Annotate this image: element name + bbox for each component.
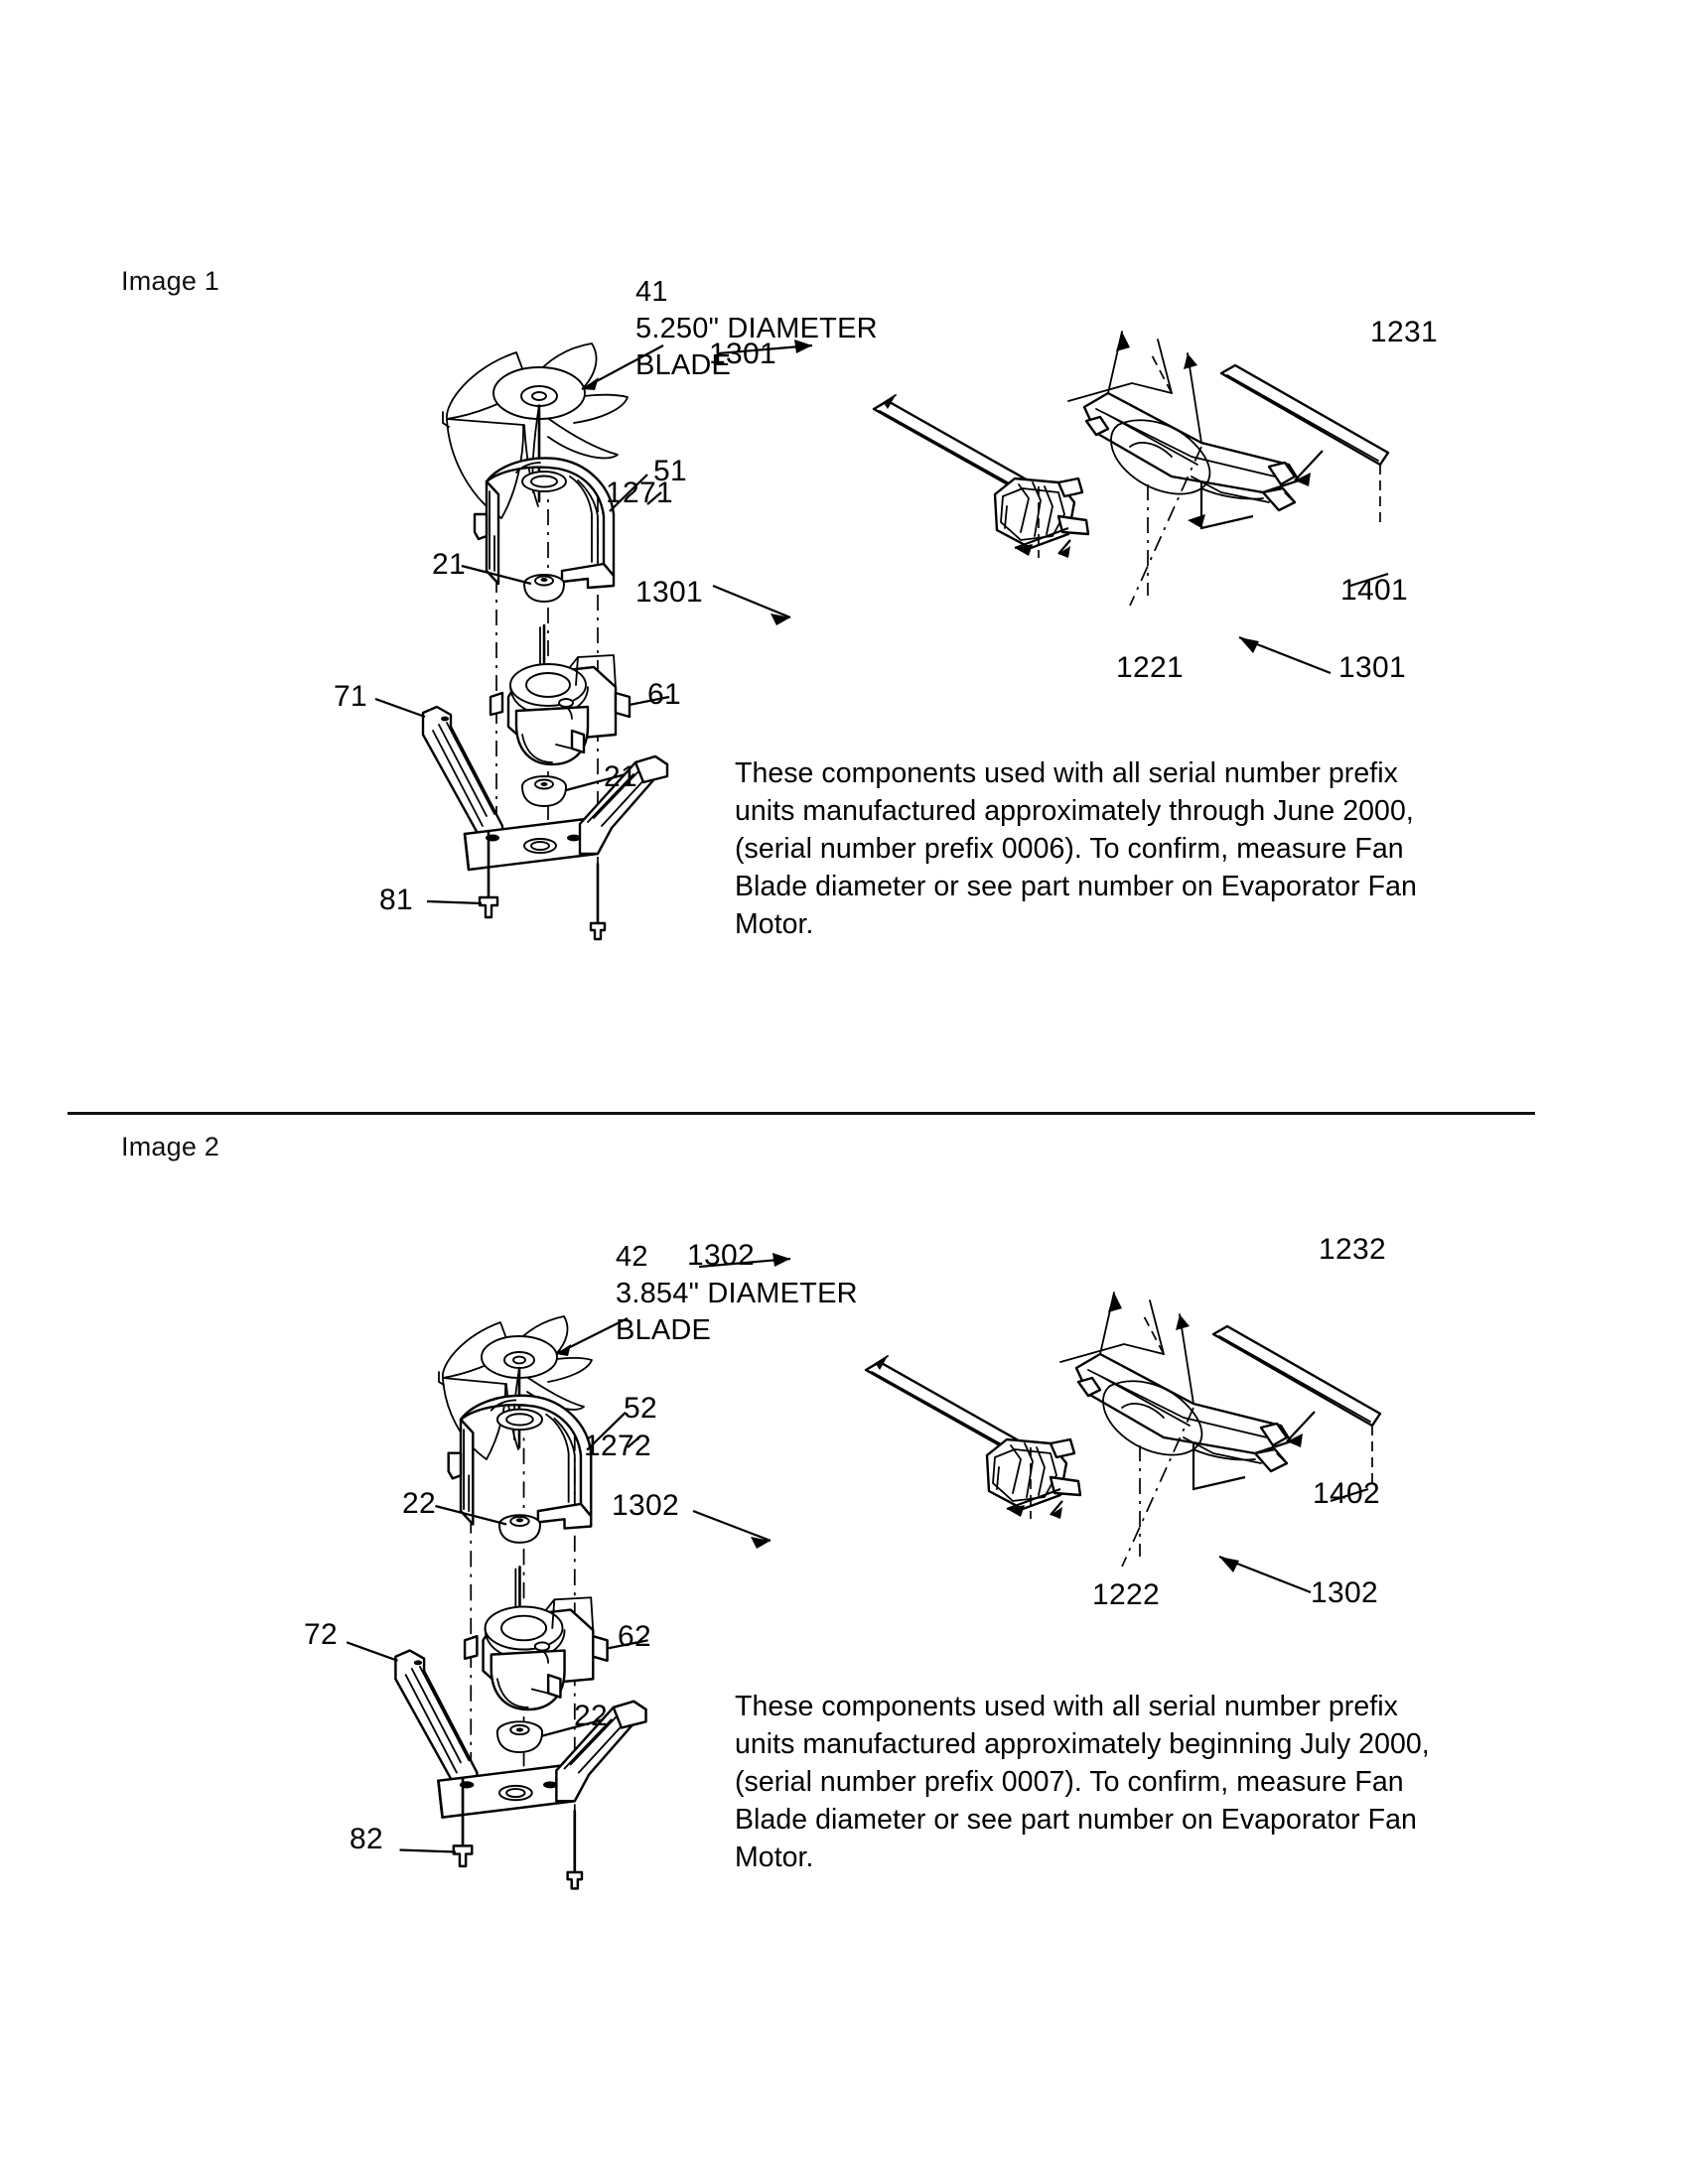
callout-leaders-1 bbox=[596, 318, 1509, 715]
callout-62: 62 bbox=[618, 1620, 651, 1653]
callout-1272: 1272 bbox=[584, 1430, 651, 1462]
callout-82: 82 bbox=[350, 1823, 383, 1855]
callout-1301-upper-left: 1301 bbox=[709, 338, 776, 370]
blade-spec-line2-1: BLADE bbox=[635, 349, 732, 381]
section-title-image-2: Image 2 bbox=[121, 1132, 219, 1161]
callout-22-lower: 22 bbox=[574, 1700, 608, 1732]
callout-1271: 1271 bbox=[606, 477, 673, 509]
callout-1302-upper-left: 1302 bbox=[687, 1239, 755, 1272]
callout-1232: 1232 bbox=[1319, 1233, 1386, 1266]
callout-1231: 1231 bbox=[1370, 316, 1438, 348]
callout-1402: 1402 bbox=[1313, 1477, 1380, 1510]
blade-ref-2: 42 bbox=[616, 1241, 648, 1273]
callout-leaders-2 bbox=[576, 1241, 1509, 1658]
callout-1302-lower-right: 1302 bbox=[1311, 1576, 1378, 1609]
blade-spec-line2-2: BLADE bbox=[616, 1314, 712, 1346]
blade-spec-line1-2: 3.854" DIAMETER bbox=[616, 1278, 858, 1309]
callout-22-upper: 22 bbox=[402, 1487, 436, 1520]
blade-spec-line1-1: 5.250" DIAMETER bbox=[635, 313, 878, 344]
note-image-2: These components used with all serial number prefix units manufactured approximately beginning July 2000, (serial number prefix 0007). To confirm, measure Fan Blade diameter or see part number on Evaporator Fan Motor. bbox=[735, 1691, 1430, 1873]
callout-1221: 1221 bbox=[1116, 651, 1184, 684]
section-divider bbox=[68, 1112, 1535, 1115]
callout-72: 72 bbox=[304, 1618, 338, 1651]
callout-51: 51 bbox=[653, 455, 687, 487]
callout-61: 61 bbox=[647, 678, 681, 711]
section-title-image-1: Image 1 bbox=[121, 266, 219, 296]
callout-1301-mid-left: 1301 bbox=[635, 576, 703, 609]
callout-1301-lower-right: 1301 bbox=[1338, 651, 1406, 684]
callout-71: 71 bbox=[334, 680, 367, 713]
callout-21-upper: 21 bbox=[432, 548, 466, 581]
callout-52: 52 bbox=[624, 1392, 657, 1425]
note-image-1: These components used with all serial number prefix units manufactured approximately through June 2000, (serial number prefix 0006). To confirm, measure Fan Blade diameter or see part number on Evaporator Fan Motor. bbox=[735, 757, 1417, 940]
callout-81: 81 bbox=[379, 884, 413, 916]
callout-1222: 1222 bbox=[1092, 1578, 1160, 1611]
blade-ref-1: 41 bbox=[635, 276, 668, 308]
callout-1302-mid-left: 1302 bbox=[612, 1489, 679, 1522]
callout-1401: 1401 bbox=[1340, 574, 1408, 607]
callout-21-lower: 21 bbox=[604, 760, 637, 793]
